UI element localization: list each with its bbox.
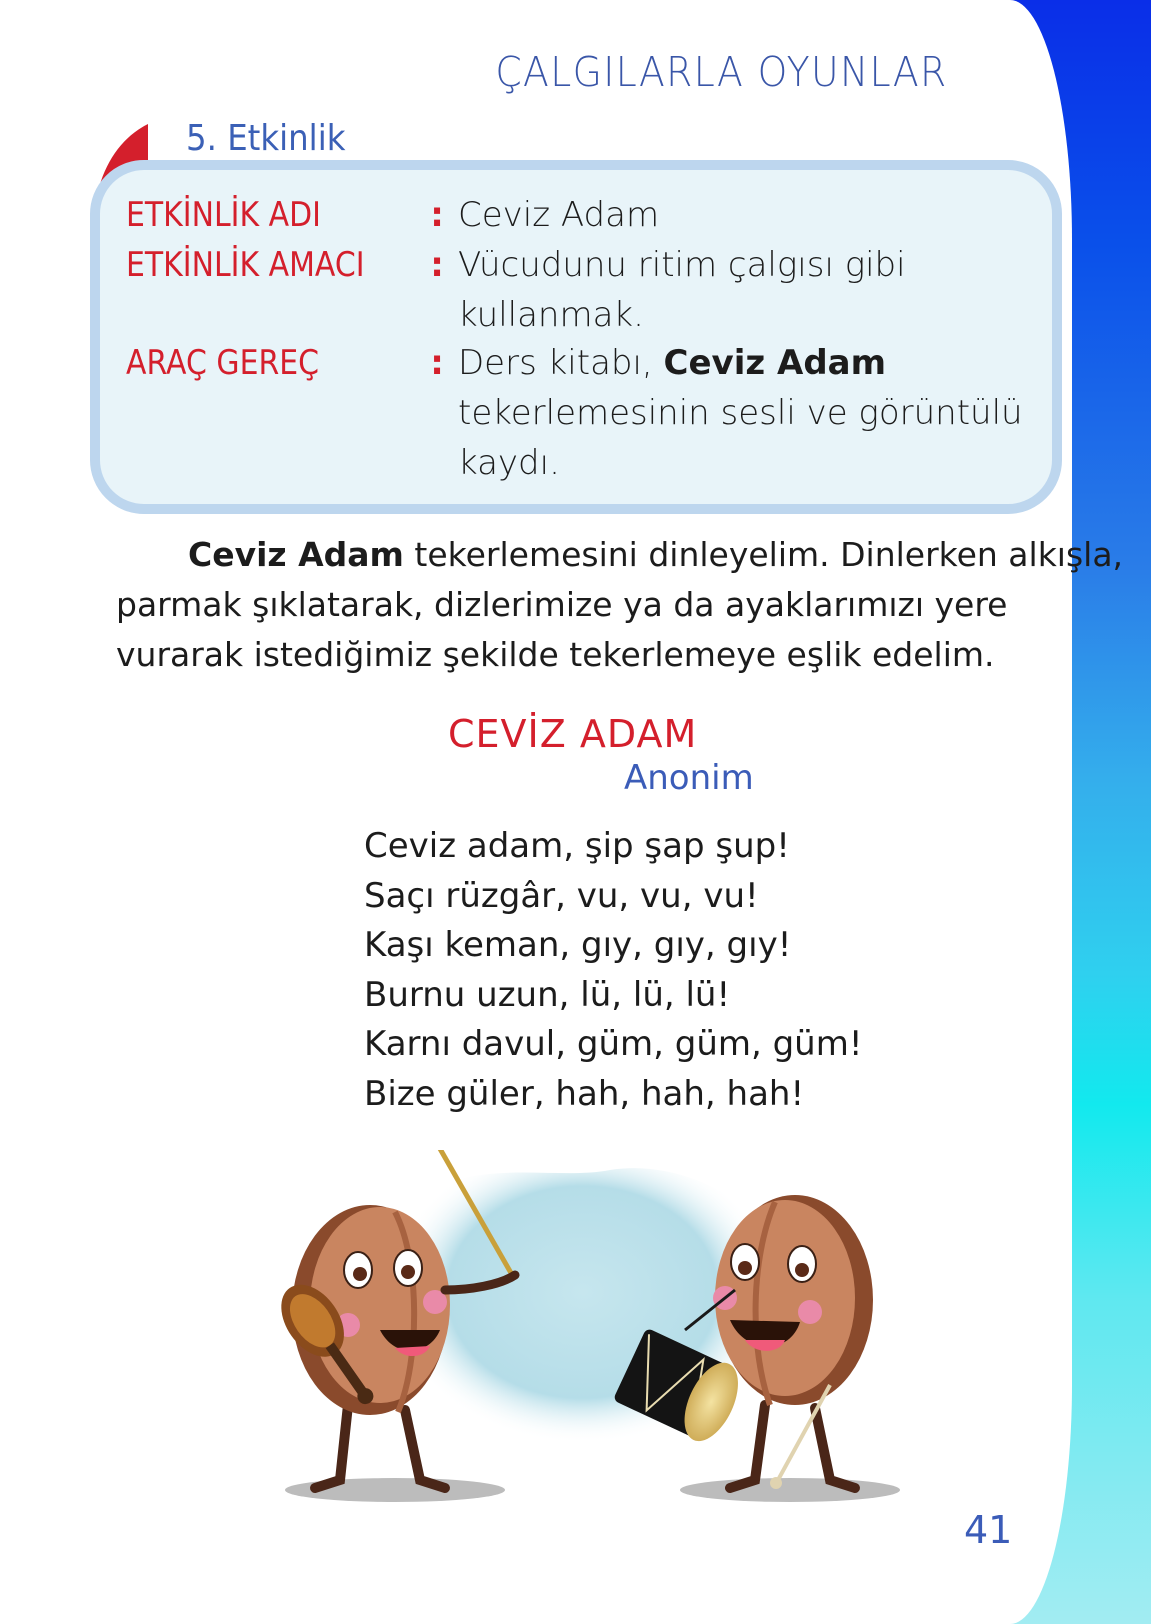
poem-verse: Ceviz adam, şip şap şup! <box>364 826 790 866</box>
info-value-prefix: Ders kitabı, <box>458 343 664 383</box>
info-value-line: kullanmak. <box>458 295 644 335</box>
intro-line <box>116 530 1124 580</box>
intro-line: vurarak istediğimiz şekilde tekerlemeye eşlik edelim. <box>116 635 995 674</box>
poem-verse: Saçı rüzgâr, vu, vu, vu! <box>364 875 759 916</box>
intro-bold-title: Ceviz Adam <box>188 535 404 574</box>
info-value-line: Vücudunu ritim çalgısı gibi <box>458 245 906 285</box>
info-value <box>448 190 1008 240</box>
intro-paragraph <box>116 530 1124 680</box>
poem-verse: Kaşı keman, gıy, gıy, gıy! <box>364 925 792 965</box>
info-value-line: tekerlemesinin sesli ve görüntülü <box>458 393 1023 433</box>
info-row-purpose <box>126 240 1008 340</box>
info-row-name <box>126 190 1008 240</box>
unit-title: ÇALGILARLA OYUNLAR <box>495 48 948 96</box>
info-value <box>448 338 1023 488</box>
poem-body <box>364 822 862 1119</box>
info-value-bold: Ceviz Adam <box>663 343 887 383</box>
info-label: ETKİNLİK ADI <box>126 195 321 235</box>
info-value <box>448 240 1008 340</box>
info-colon: : <box>430 245 444 285</box>
poem-verse: Karnı davul, güm, güm, güm! <box>364 1024 863 1064</box>
info-value-line: kaydı. <box>458 443 560 483</box>
poem-title: CEVİZ ADAM <box>448 712 698 756</box>
poem-verse: Bize güler, hah, hah, hah! <box>364 1073 805 1114</box>
walnut-musicians-illustration <box>230 1150 930 1520</box>
info-colon: : <box>430 195 444 235</box>
poem-author: Anonim <box>624 758 754 798</box>
poem-verse: Burnu uzun, lü, lü, lü! <box>364 974 731 1015</box>
info-label: ETKİNLİK AMACI <box>126 245 365 285</box>
info-label: ARAÇ GEREÇ <box>126 343 320 383</box>
intro-text: tekerlemesini dinleyelim. Dinlerken alkışla, <box>403 535 1124 574</box>
intro-line: parmak şıklatarak, dizlerimize ya da ayaklarımızı yere <box>116 585 1008 624</box>
activity-number: 5. Etkinlik <box>186 118 346 159</box>
info-value-line: Ceviz Adam <box>458 195 660 235</box>
info-row-materials <box>126 338 1023 488</box>
page-number: 41 <box>964 1508 1013 1552</box>
info-value-line <box>458 338 1008 388</box>
activity-info-box <box>90 160 1062 514</box>
info-colon: : <box>430 343 444 383</box>
